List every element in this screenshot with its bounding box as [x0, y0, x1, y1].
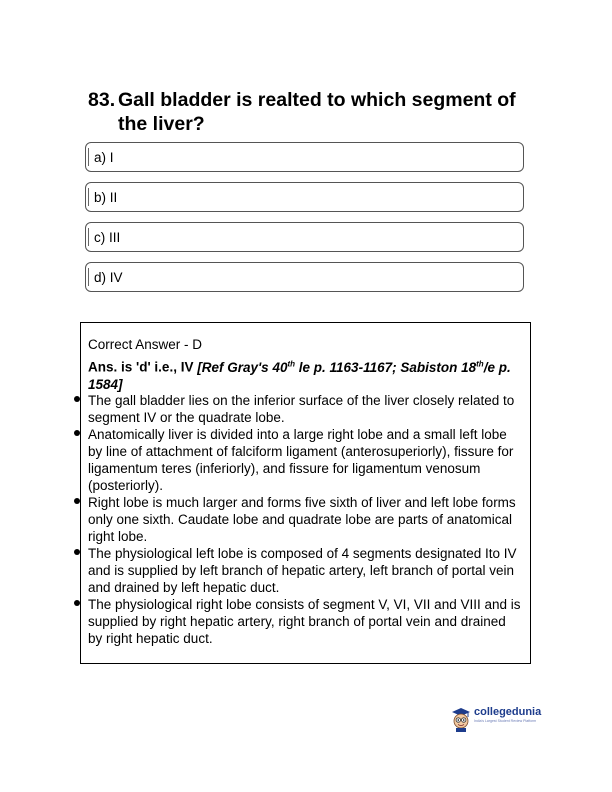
question-text: Gall bladder is realted to which segment of the liver? [118, 89, 516, 135]
list-item [88, 596, 523, 647]
bullet-icon [74, 430, 80, 436]
bullet-icon [74, 600, 80, 606]
list-item [88, 545, 523, 596]
question [88, 88, 528, 136]
answer-explanation-box [80, 322, 531, 664]
option-d[interactable] [85, 262, 524, 292]
bullet-icon [74, 549, 80, 555]
option-label: c) III [94, 230, 121, 245]
correct-answer: Correct Answer - D [88, 337, 203, 352]
collegedunia-logo [450, 704, 550, 734]
bullet-icon [74, 396, 80, 402]
option-divider [88, 268, 89, 286]
bullet-text: The physiological right lobe consists of segment V, VI, VII and VIII and is supplied by right hepatic artery, right branch of portal vein and drained by right hepatic duct. [88, 597, 521, 646]
option-label: a) I [94, 150, 114, 165]
brand-name: collegedunia [474, 706, 542, 718]
option-divider [88, 188, 89, 206]
list-item [88, 392, 523, 426]
reference-part: [Ref Gray's 40 [197, 359, 288, 375]
superscript: th [476, 359, 484, 368]
list-item [88, 494, 523, 545]
bullet-text: Anatomically liver is divided into a large right lobe and a small left lobe by line of attachment of falciform ligament (anterosuperiorly), fissure for ligamentum teres (inferiorly), and fissure for ligamentum venosum (posteriorly). [88, 427, 514, 493]
mascot-icon [450, 706, 472, 732]
brand-tagline: India's Largest Student Review Platform [474, 719, 537, 723]
bullet-icon [74, 498, 80, 504]
explanation-list [88, 392, 528, 647]
reference-part: le p. 1163-1167; Sabiston 18 [295, 359, 477, 375]
option-divider [88, 148, 89, 166]
option-divider [88, 228, 89, 246]
option-b[interactable] [85, 182, 524, 212]
question-number: 83. [88, 89, 116, 111]
answer-prefix: Ans. is 'd' i.e., IV [88, 359, 198, 375]
bullet-text: The gall bladder lies on the inferior surface of the liver closely related to segment IV or the quadrate lobe. [88, 393, 515, 425]
bullet-text: Right lobe is much larger and forms five sixth of liver and left lobe forms only one sixth. Caudate lobe and quadrate lobe are parts of anatomical right lobe. [88, 495, 516, 544]
reference-part: /e p. 1584] [88, 359, 511, 392]
superscript: th [287, 359, 296, 368]
answer-reference [88, 355, 518, 393]
bullet-text: The physiological left lobe is composed of 4 segments designated Ito IV and is supplied by left branch of hepatic artery, left branch of portal vein and drained by left hepatic duct. [88, 546, 517, 595]
option-c[interactable] [85, 222, 524, 252]
option-label: b) II [94, 190, 118, 205]
option-label: d) IV [94, 270, 123, 285]
option-a[interactable] [85, 142, 524, 172]
list-item [88, 426, 523, 494]
